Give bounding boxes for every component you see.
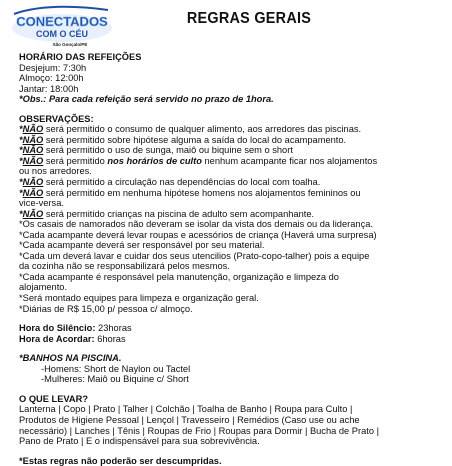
meal-lunch: Almoço: 12:00h (19, 73, 84, 84)
obs-rule-8: *Os casais de namorados não deveram se isolar da vista dos demais ou da liderança. (19, 219, 373, 230)
silence-hour: Hora do Silêncio: 23horas (19, 323, 132, 334)
logo-sub-text: COM O CÉU (35, 29, 89, 39)
meals-heading: HORÁRIO DAS REFEIÇÕES (19, 52, 142, 62)
obs-rule-12: *Cada acampante é responsável pela manutenção, organização e limpeza do (19, 271, 339, 282)
rules-content (19, 52, 445, 466)
obs-rule-4: *NÃO será permitido nos horários de culto nenhum acampante ficar nos alojamentos (19, 155, 378, 166)
obs-rule-11: *Cada um deverá lavar e cuidar dos seus utencilios (Prato-copo-talher) pois a equipe (19, 250, 370, 261)
meal-breakfast: Desjejum: 7:30h (19, 62, 87, 73)
obs-rule-3: *NÃO será permitido o uso de sunga, maiô ou biquine sem o short (19, 145, 293, 156)
obs-rule-6-cont: vice-versa. (19, 198, 64, 209)
logo-swoosh (14, 7, 108, 14)
bring-list-1: Lanterna | Copo | Prato | Talher | Colchão | Toalha de Banho | Roupa para Culto | (19, 404, 353, 415)
obs-rule-9: *Cada acampante deverá levar roupas e acessórios de criança (Haverá uma surpresa) (19, 229, 377, 240)
meal-dinner: Jantar: 18:00h (19, 83, 79, 94)
logo (8, 4, 116, 50)
obs-rule-5: *NÃO será permitido a circulação nas dependências do local com toalha. (19, 177, 321, 188)
bring-list-3: necessário) | Lanches | Tênis | Roupas de Frio | Roupas para Dormir | Bucha de Prato | (19, 425, 380, 436)
final-note: *Estas regras não poderão ser descumpridas. (19, 455, 222, 466)
bring-list-2: Produtos de Higiene Pessoal | Lençol | Travesseiro | Remédios (Caso use ou ache (19, 414, 360, 425)
pool-heading: *BANHOS NA PISCINA. (19, 353, 122, 364)
bring-heading: O QUE LEVAR? (19, 393, 89, 404)
logo-small-text: São Gonçalo/PE (52, 42, 88, 47)
bring-list-4: Pano de Prato | E o indispensável para sua sobrevivência. (19, 436, 260, 447)
wake-hour: Hora de Acordar: 6horas (19, 333, 126, 344)
observations-heading: OBSERVAÇÕES: (19, 113, 94, 124)
obs-rule-1: *NÃO será permitido o consumo de qualquer alimento, aos arredores das piscinas. (19, 124, 362, 135)
obs-rule-6: *NÃO será permitido em nenhuma hipótese homens nos alojamentos femininos ou (19, 187, 361, 198)
page-title: REGRAS GERAIS (186, 10, 312, 27)
obs-rule-14: *Diárias de R$ 15,00 p/ pessoa c/ almoço. (19, 303, 193, 314)
obs-rule-12-cont: alojamento. (19, 282, 68, 293)
obs-rule-13: *Será montado equipes para limpeza e organização geral. (19, 293, 259, 304)
logo-main-text: CONECTADOS (16, 14, 108, 29)
obs-rule-2: *NÃO será permitido sobre hipótese alguma a saída do local do acampamento. (19, 134, 347, 145)
pool-women: -Mulheres: Maiô ou Biquine c/ Short (41, 374, 189, 385)
obs-rule-10: *Cada acampante deverá ser responsável por seu material. (19, 240, 265, 251)
obs-rule-4-cont: ou nos arredores. (19, 166, 92, 177)
obs-rule-7: *NÃO será permitido crianças na piscina de adulto sem acompanhante. (19, 208, 315, 219)
obs-rule-11-cont: da cozinha não se responsabilizará pelos mesmos. (19, 261, 230, 272)
pool-men: -Homens: Short de Naylon ou Tactel (41, 363, 191, 374)
meals-obs: *Obs.: Para cada refeição será servido no prazo de 1hora. (19, 94, 274, 105)
